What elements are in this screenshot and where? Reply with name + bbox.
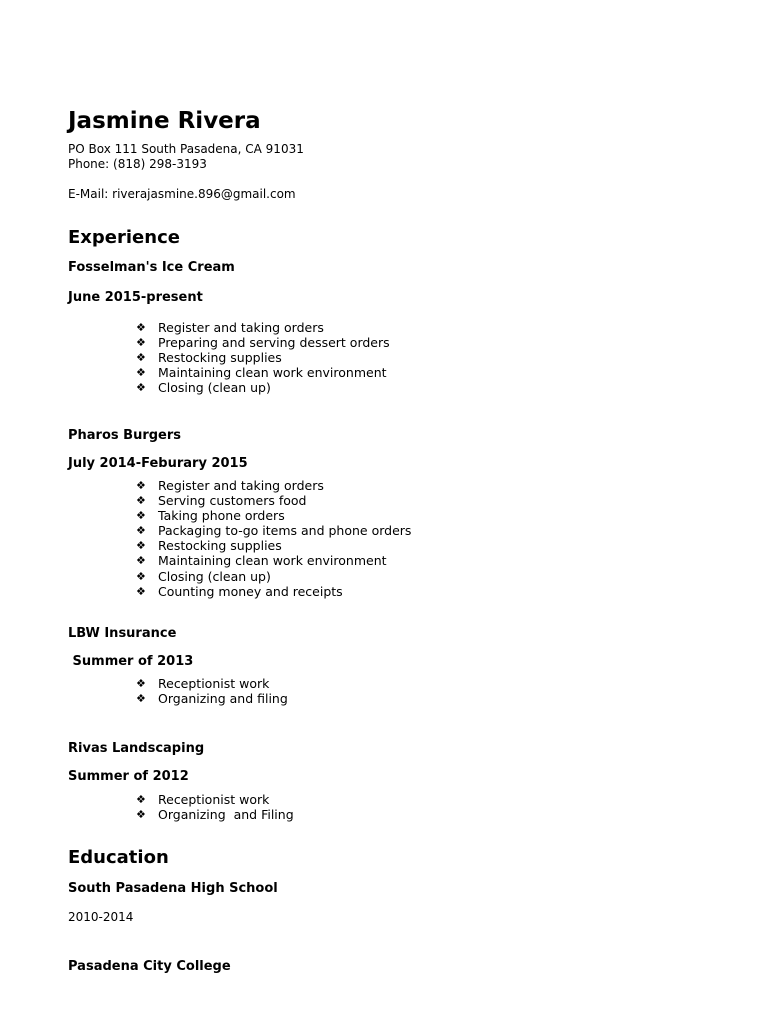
job-dates: Summer of 2012	[68, 769, 189, 784]
job-dates: June 2015-present	[68, 290, 203, 305]
job-employer: Rivas Landscaping	[68, 741, 205, 756]
duty-item	[136, 792, 294, 807]
duty-item	[136, 523, 411, 538]
duty-text: Taking phone orders	[158, 508, 285, 524]
duty-text: Organizing and filing	[158, 691, 288, 707]
diamond-bullet-icon: ❖	[136, 793, 146, 806]
diamond-bullet-icon: ❖	[136, 524, 146, 538]
diamond-bullet-icon: ❖	[136, 692, 146, 706]
job-employer: Fosselman's Ice Cream	[68, 260, 235, 275]
duty-item	[136, 508, 411, 523]
experience-heading: Experience	[68, 227, 180, 248]
diamond-bullet-icon: ❖	[136, 351, 146, 365]
job-duties-list	[136, 676, 288, 706]
job-employer: LBW Insurance	[68, 626, 177, 641]
duty-text: Packaging to-go items and phone orders	[158, 523, 412, 539]
diamond-bullet-icon: ❖	[136, 336, 146, 350]
duty-item	[136, 676, 288, 691]
diamond-bullet-icon: ❖	[136, 677, 146, 690]
duty-text: Serving customers food	[158, 493, 307, 509]
contact-phone: Phone: (818) 298-3193	[68, 157, 207, 171]
duty-text: Counting money and receipts	[158, 583, 343, 599]
duty-text: Receptionist work	[158, 792, 270, 807]
duty-item	[136, 365, 390, 380]
duty-text: Organizing and Filing	[158, 807, 294, 823]
diamond-bullet-icon: ❖	[136, 321, 146, 334]
school-years: 2010-2014	[68, 910, 134, 924]
duty-text: Register and taking orders	[158, 320, 324, 335]
job-dates: July 2014-Feburary 2015	[68, 456, 248, 471]
job-duties-list	[136, 320, 390, 395]
duty-item	[136, 493, 411, 508]
diamond-bullet-icon: ❖	[136, 509, 146, 523]
diamond-bullet-icon: ❖	[136, 494, 146, 508]
diamond-bullet-icon: ❖	[136, 479, 146, 492]
diamond-bullet-icon: ❖	[136, 569, 146, 583]
school-name: South Pasadena High School	[68, 881, 278, 896]
duty-text: Preparing and serving dessert orders	[158, 335, 390, 351]
duty-item	[136, 335, 390, 350]
duty-item	[136, 553, 411, 568]
duty-item	[136, 538, 411, 553]
job-duties-list	[136, 478, 411, 599]
duty-text: Closing (clean up)	[158, 380, 271, 396]
duty-text: Restocking supplies	[158, 538, 282, 554]
duty-item	[136, 380, 390, 395]
diamond-bullet-icon: ❖	[136, 584, 146, 598]
diamond-bullet-icon: ❖	[136, 808, 146, 822]
diamond-bullet-icon: ❖	[136, 554, 146, 568]
job-duties-list	[136, 792, 294, 822]
diamond-bullet-icon: ❖	[136, 381, 146, 395]
education-heading: Education	[68, 847, 169, 868]
job-dates: Summer of 2013	[68, 654, 194, 669]
duty-text: Register and taking orders	[158, 478, 324, 493]
duty-text: Receptionist work	[158, 676, 270, 691]
duty-text: Closing (clean up)	[158, 568, 271, 584]
job-employer: Pharos Burgers	[68, 428, 182, 443]
resume-name: Jasmine Rivera	[68, 108, 261, 134]
duty-item	[136, 320, 390, 335]
diamond-bullet-icon: ❖	[136, 366, 146, 380]
diamond-bullet-icon: ❖	[136, 539, 146, 553]
duty-item	[136, 350, 390, 365]
duty-text: Restocking supplies	[158, 350, 282, 366]
duty-item	[136, 584, 411, 599]
duty-text: Maintaining clean work environment	[158, 553, 387, 569]
duty-item	[136, 807, 294, 822]
contact-address: PO Box 111 South Pasadena, CA 91031	[68, 142, 304, 156]
duty-item	[136, 691, 288, 706]
duty-item	[136, 478, 411, 493]
contact-email: E-Mail: riverajasmine.896@gmail.com	[68, 187, 296, 201]
duty-item	[136, 569, 411, 584]
school-name: Pasadena City College	[68, 959, 231, 974]
duty-text: Maintaining clean work environment	[158, 365, 387, 381]
